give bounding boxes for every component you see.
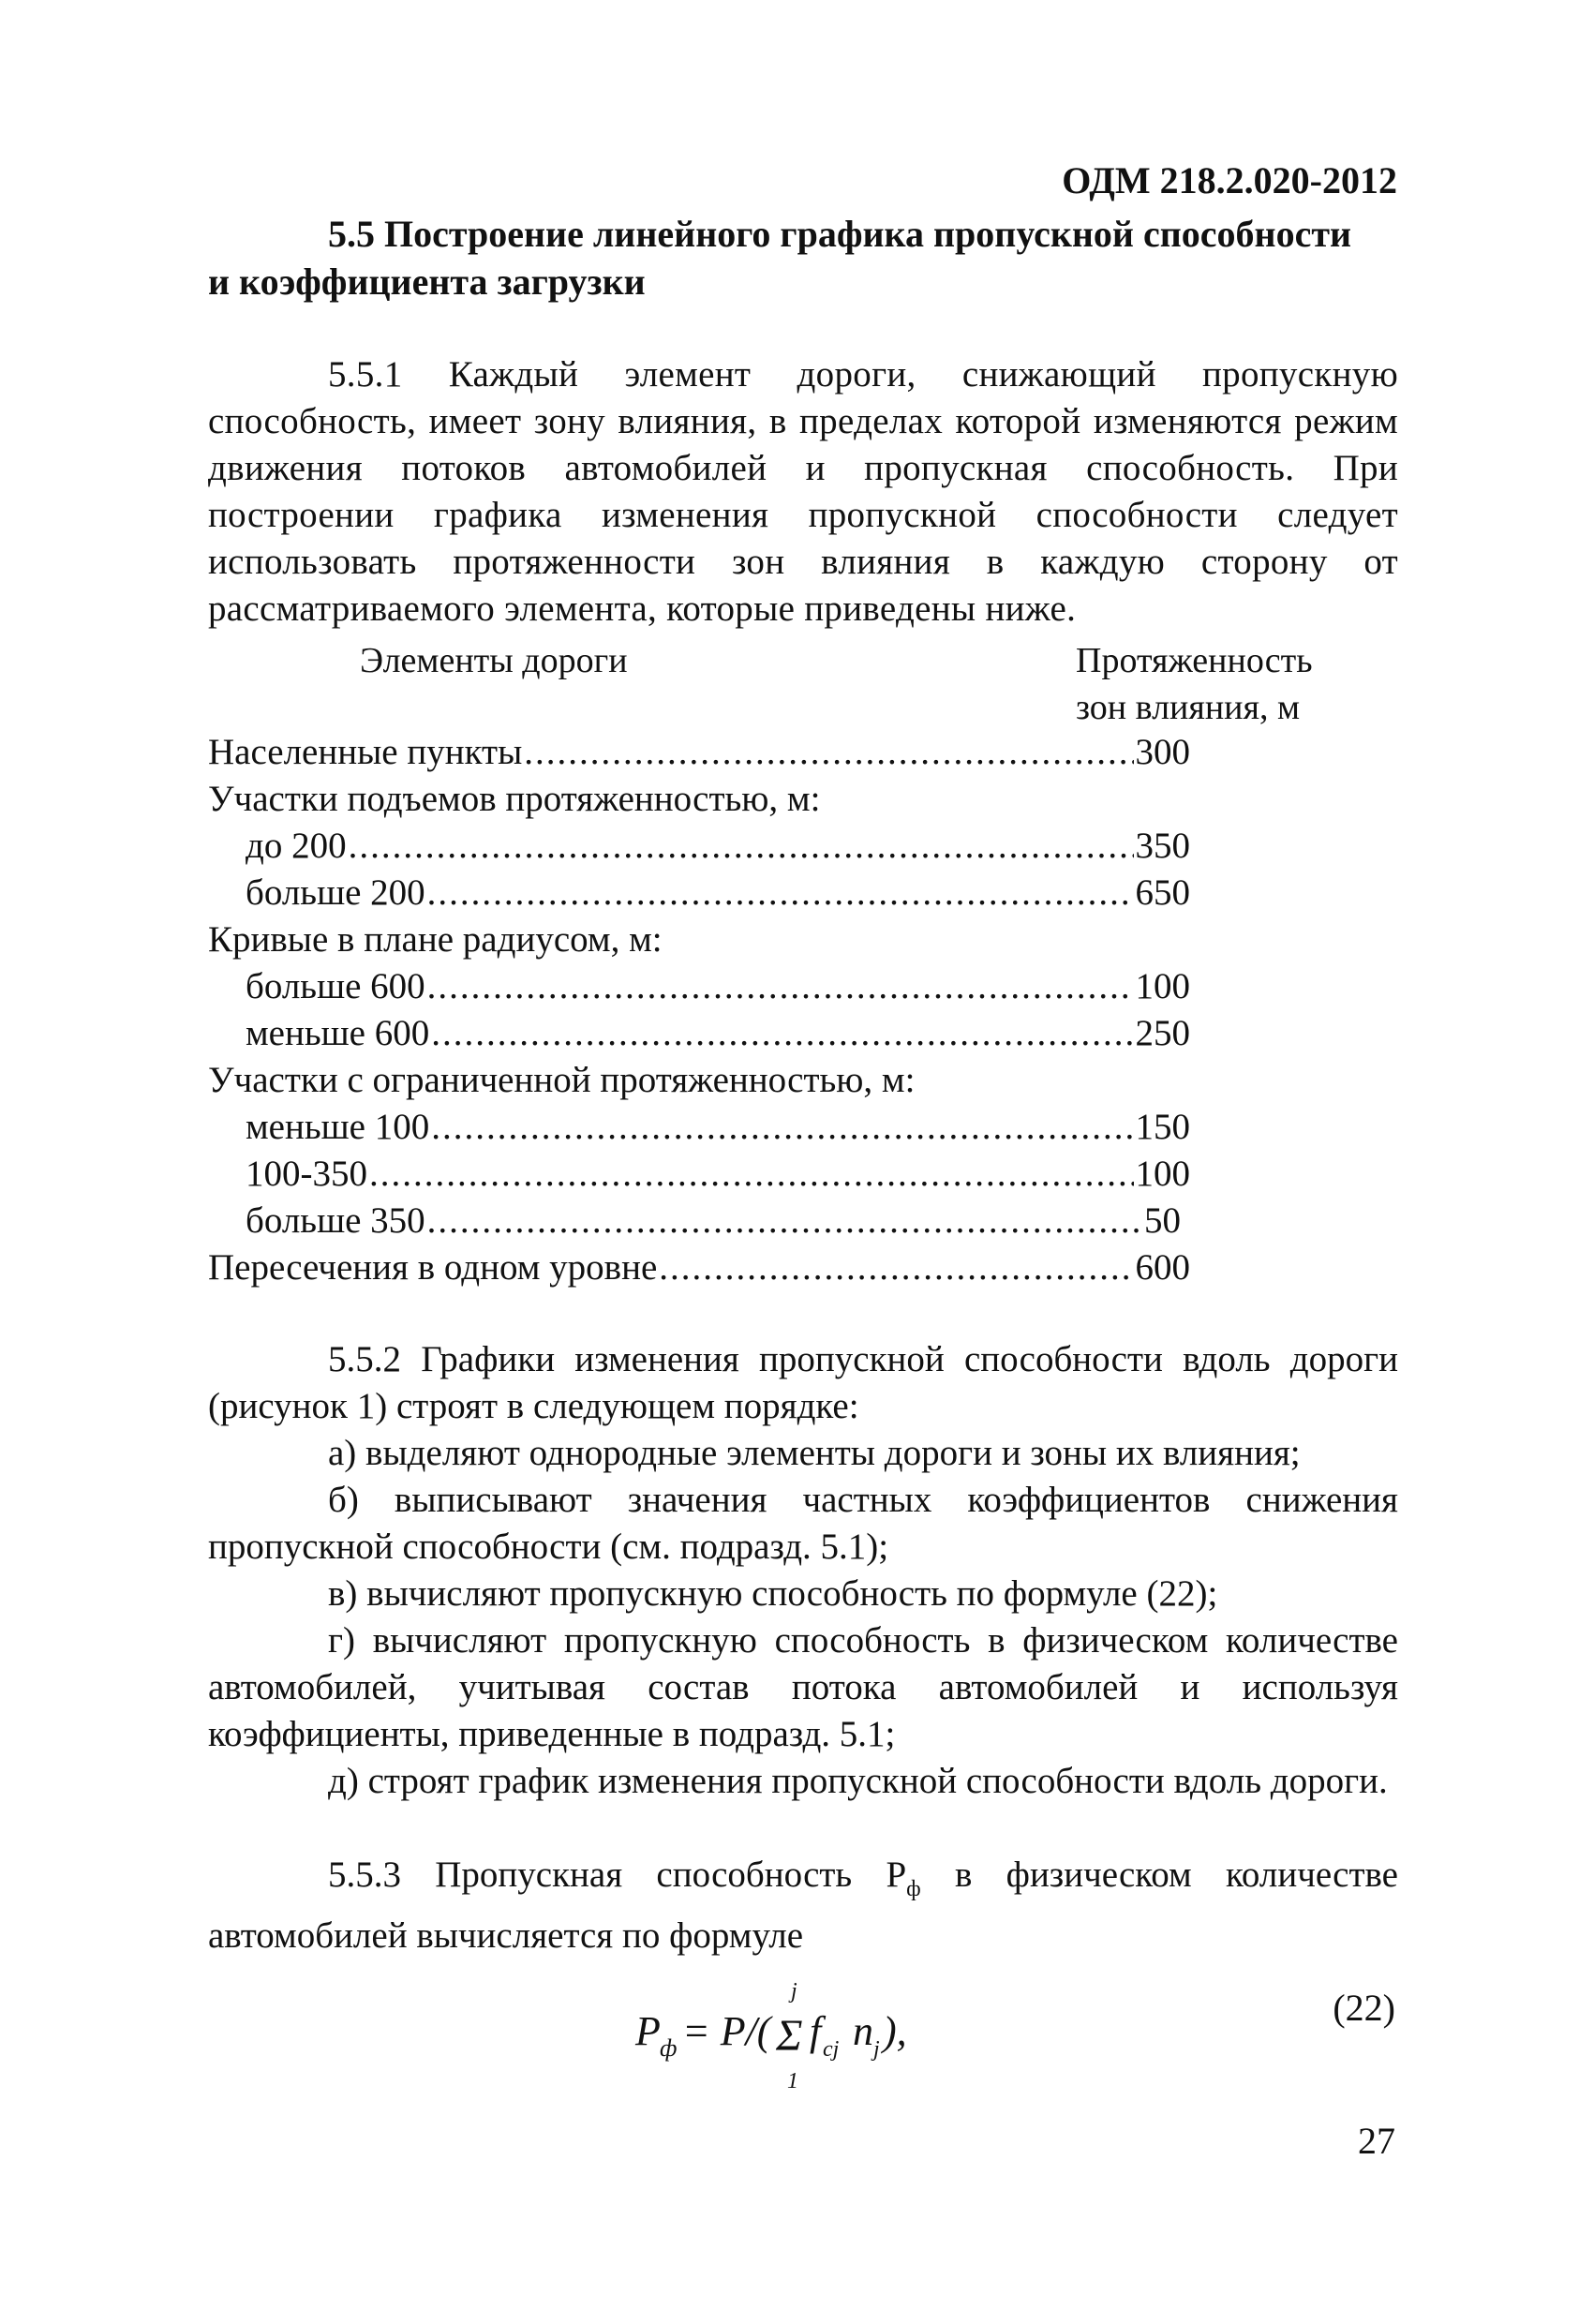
row-label: 100-350 [246, 1154, 367, 1194]
dot-leader [524, 729, 1133, 776]
row-label: меньше 600 [246, 1013, 430, 1053]
row-value: 150 [1135, 1107, 1190, 1147]
table-row-uphill-over-200 [246, 870, 1190, 916]
paragraph-5-5-2-intro [208, 1336, 1398, 1430]
row-label: Населенные пункты [208, 732, 523, 772]
formula-rhs: = P/( [682, 2008, 771, 2054]
row-label: больше 600 [246, 966, 425, 1006]
row-value: 250 [1135, 1013, 1190, 1053]
row-value: 100 [1135, 1154, 1190, 1194]
table-row-settlements [208, 729, 1190, 776]
section-title-line-1: 5.5 Построение линейного графика пропускной способности [328, 213, 1352, 255]
dot-leader [369, 1151, 1134, 1198]
list-item-text: г) вычисляют пропускную способность в физическом количестве автомобилей, учитывая состав потока автомобилей и используя коэффициенты, приведенные в подразд. 5.1; [208, 1620, 1398, 1754]
page-number: 27 [1358, 2120, 1395, 2162]
row-label: больше 350 [246, 1200, 425, 1241]
paragraph-5-5-3-text-before: 5.5.3 Пропускная способность Р [328, 1855, 907, 1895]
row-value: 650 [1135, 872, 1190, 913]
table-group-limited-length: Участки с ограниченной протяженностью, м: [208, 1060, 916, 1100]
row-label: меньше 100 [246, 1107, 430, 1147]
paragraph-5-5-1-text: 5.5.1 Каждый элемент дороги, снижающий пропускную способность, имеет зону влияния, в пределах которой изменяются режим движения потоков автомобилей и пропускная способность. При построении графика изменения пропускной способности следует использовать протяженности зон влияния в каждую сторону от рассматриваемого элемента, которые приведены ниже. [208, 354, 1398, 629]
list-item-text: б) выписывают значения частных коэффициентов снижения пропускной способности (см. подразд. 5.1); [208, 1480, 1398, 1567]
formula-term-sub: cj [823, 2037, 840, 2062]
formula-n-sub: j [873, 2037, 880, 2062]
formula-term: f [810, 2008, 822, 2054]
list-item-b [208, 1477, 1398, 1571]
formula-n: n [853, 2008, 873, 2054]
list-item-d [208, 1758, 1398, 1805]
dot-leader [427, 963, 1134, 1010]
table-header-elements: Элементы дороги [360, 641, 628, 680]
list-item-text: в) вычисляют пропускную способность по формуле (22); [328, 1573, 1218, 1614]
dot-leader [427, 870, 1134, 916]
formula-sum-upper: j [791, 1979, 797, 2004]
table-row-limited-over-350 [246, 1198, 1181, 1244]
formula-close: ), [883, 2008, 907, 2054]
row-value: 100 [1135, 966, 1190, 1006]
row-value: 50 [1144, 1200, 1181, 1241]
paragraph-5-5-3-text-after: в физическом количестве автомобилей вычисляется по формуле [208, 1855, 1398, 1956]
row-value: 600 [1135, 1247, 1190, 1288]
formula-sum-lower: 1 [787, 2069, 798, 2093]
dot-leader [427, 1198, 1142, 1244]
row-label: больше 200 [246, 872, 425, 913]
formula-graphic [635, 1977, 954, 2099]
dot-leader [349, 823, 1134, 870]
formula-number: (22) [1333, 1987, 1395, 2029]
list-item-v [208, 1571, 1398, 1617]
paragraph-5-5-1 [208, 351, 1398, 633]
table-group-curves: Кривые в плане радиусом, м: [208, 919, 663, 960]
row-value: 300 [1135, 732, 1190, 772]
dot-leader [431, 1010, 1133, 1057]
list-item-text: а) выделяют однородные элементы дороги и зоны их влияния; [328, 1433, 1301, 1473]
row-value: 350 [1135, 826, 1190, 866]
formula-sum-symbol: Σ [776, 2011, 803, 2061]
dot-leader [659, 1244, 1133, 1291]
table-row-curve-over-600 [246, 963, 1190, 1010]
table-group-uphill: Участки подъемов протяженностью, м: [208, 779, 821, 819]
list-item-g [208, 1617, 1398, 1758]
section-title-line-2: и коэффициента загрузки [208, 261, 646, 303]
list-item-a [208, 1430, 1398, 1477]
table-header-length-line-2: зон влияния, м [1076, 688, 1301, 727]
table-row-curve-under-600 [246, 1010, 1190, 1057]
table-row-at-grade-intersections [208, 1244, 1190, 1291]
row-label: Пересечения в одном уровне [208, 1247, 658, 1288]
table-header-length-line-1: Протяженность [1076, 641, 1313, 680]
table-row-limited-100-350 [246, 1151, 1190, 1198]
p-subscript: ф [906, 1877, 921, 1901]
dot-leader [431, 1104, 1133, 1151]
row-label: до 200 [246, 826, 347, 866]
formula-lhs: P [635, 2008, 661, 2054]
paragraph-5-5-2-text: 5.5.2 Графики изменения пропускной способности вдоль дороги (рисунок 1) строят в следующем порядке: [208, 1339, 1398, 1426]
formula-lhs-sub: ф [660, 2034, 678, 2062]
table-row-uphill-up-to-200 [246, 823, 1190, 870]
table-row-limited-under-100 [246, 1104, 1190, 1151]
document-code: ОДМ 218.2.020-2012 [1062, 159, 1397, 201]
paragraph-5-5-3 [208, 1852, 1398, 1959]
formula-22 [635, 1977, 954, 2110]
list-item-text: д) строят график изменения пропускной способности вдоль дороги. [328, 1761, 1388, 1801]
